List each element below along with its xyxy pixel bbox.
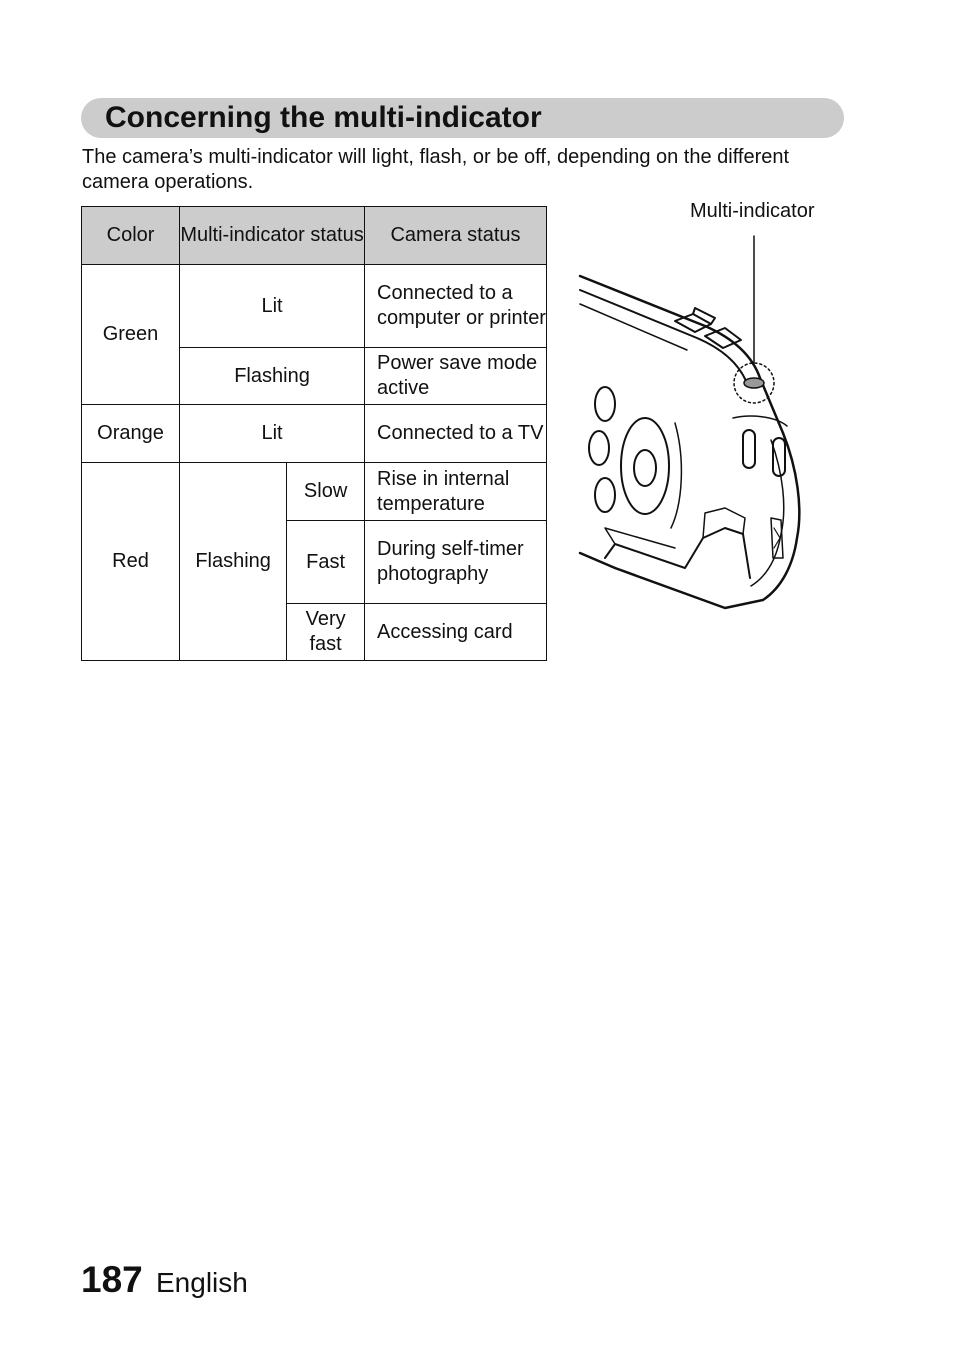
table-row xyxy=(82,265,547,348)
camera-status-cell: Power save mode active xyxy=(365,348,547,405)
rear-button-upper xyxy=(595,387,615,421)
color-cell-red: Red xyxy=(82,463,180,661)
header-indicator-status: Multi-indicator status xyxy=(180,207,365,265)
camera-status-cell: Connected to a TV xyxy=(365,405,547,463)
speed-cell: Slow xyxy=(287,463,365,521)
rear-button-lower xyxy=(595,478,615,512)
camera-status-cell: Rise in internal temperature xyxy=(365,463,547,521)
status-cell: Lit xyxy=(180,405,365,463)
color-cell-orange: Orange xyxy=(82,405,180,463)
camera-illustration xyxy=(575,228,815,618)
header-camera-status: Camera status xyxy=(365,207,547,265)
camera-top-edge xyxy=(580,276,783,433)
camera-status-cell: During self-timer photography xyxy=(365,521,547,604)
section-title-bar xyxy=(81,98,844,138)
table-row xyxy=(82,405,547,463)
side-port-left xyxy=(743,430,755,468)
camera-status-cell: Connected to a computer or printer xyxy=(365,265,547,348)
indicator-status-table xyxy=(81,206,547,661)
rear-button-middle xyxy=(589,431,609,465)
speed-cell: Fast xyxy=(287,521,365,604)
header-color: Color xyxy=(82,207,180,265)
multi-indicator-label: Multi-indicator xyxy=(690,200,815,222)
camera-status-cell: Accessing card xyxy=(365,604,547,661)
color-cell-green: Green xyxy=(82,265,180,405)
status-cell: Flashing xyxy=(180,463,287,661)
control-ring xyxy=(621,418,669,514)
camera-top-inner xyxy=(580,290,748,386)
page-language: English xyxy=(156,1267,248,1298)
control-center-button xyxy=(634,450,656,486)
status-cell: Flashing xyxy=(180,348,365,405)
table-row xyxy=(82,463,547,521)
multi-indicator-lamp xyxy=(744,378,764,388)
section-title: Concerning the multi-indicator xyxy=(105,101,542,134)
page-number: 187 xyxy=(81,1259,143,1300)
speed-cell: Very fast xyxy=(287,604,365,661)
table-header-row xyxy=(82,207,547,265)
status-cell: Lit xyxy=(180,265,365,348)
intro-paragraph: The camera’s multi-indicator will light, flash, or be off, depending on the different camera operations. xyxy=(82,146,790,193)
